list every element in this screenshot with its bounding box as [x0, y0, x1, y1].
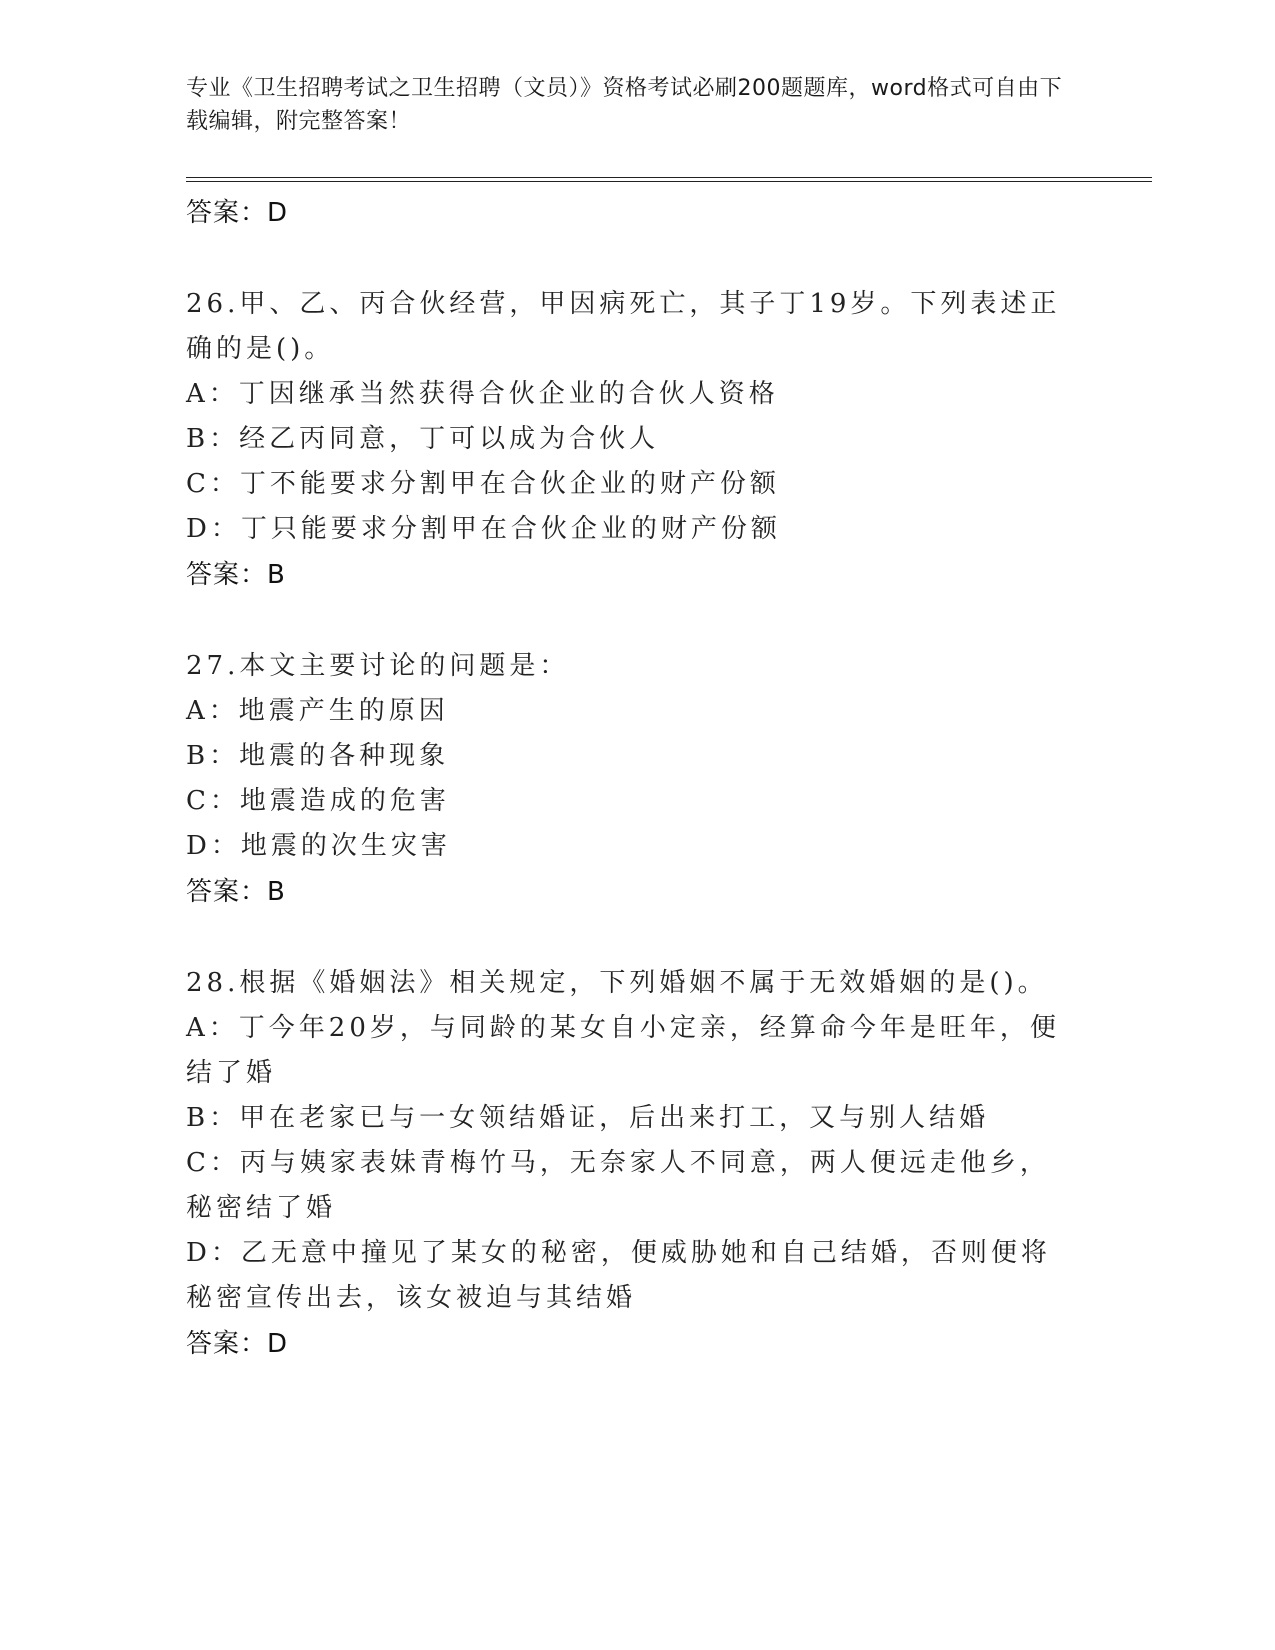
question-stem: 26.甲、乙、丙合伙经营，甲因病死亡，其子丁19岁。下列表述正确的是()。 [186, 289, 1061, 364]
option-c: C：地震造成的危害 [186, 786, 450, 816]
option-a: A：丁因继承当然获得合伙企业的合伙人资格 [186, 379, 779, 409]
page-header: 专业《卫生招聘考试之卫生招聘（文员）》资格考试必刷200题题库，word格式可自由下载编辑，附完整答案！ [186, 76, 1063, 134]
option-b: B：甲在老家已与一女领结婚证，后出来打工，又与别人结婚 [186, 1103, 990, 1133]
header-divider [186, 177, 1152, 182]
answer-line: 答案：D [186, 198, 289, 228]
question-block [186, 644, 1086, 915]
question-list [186, 190, 1086, 1367]
option-b: B：经乙丙同意，丁可以成为合伙人 [186, 424, 660, 454]
answer-line: 答案：D [186, 1329, 289, 1359]
option-d: D：地震的次生灾害 [186, 831, 451, 861]
option-a: A：丁今年20岁，与同龄的某女自小定亲，经算命今年是旺年，便结了婚 [186, 1013, 1060, 1088]
answer-line: 答案：B [186, 560, 286, 590]
option-c: C：丁不能要求分割甲在合伙企业的财产份额 [186, 469, 780, 499]
option-b: B：地震的各种现象 [186, 741, 450, 771]
question-stem: 28.根据《婚姻法》相关规定，下列婚姻不属于无效婚姻的是()。 [186, 968, 1048, 998]
option-a: A：地震产生的原因 [186, 696, 449, 726]
option-c: C：丙与姨家表妹青梅竹马，无奈家人不同意，两人便远走他乡，秘密结了婚 [186, 1148, 1050, 1223]
question-block [186, 282, 1086, 598]
question-stem: 27.本文主要讨论的问题是： [186, 651, 570, 681]
answer-line: 答案：B [186, 877, 286, 907]
option-d: D：丁只能要求分割甲在合伙企业的财产份额 [186, 514, 781, 544]
question-block [186, 961, 1086, 1367]
option-d: D：乙无意中撞见了某女的秘密，便威胁她和自己结婚，否则便将秘密宣传出去，该女被迫与其结婚 [186, 1238, 1051, 1313]
